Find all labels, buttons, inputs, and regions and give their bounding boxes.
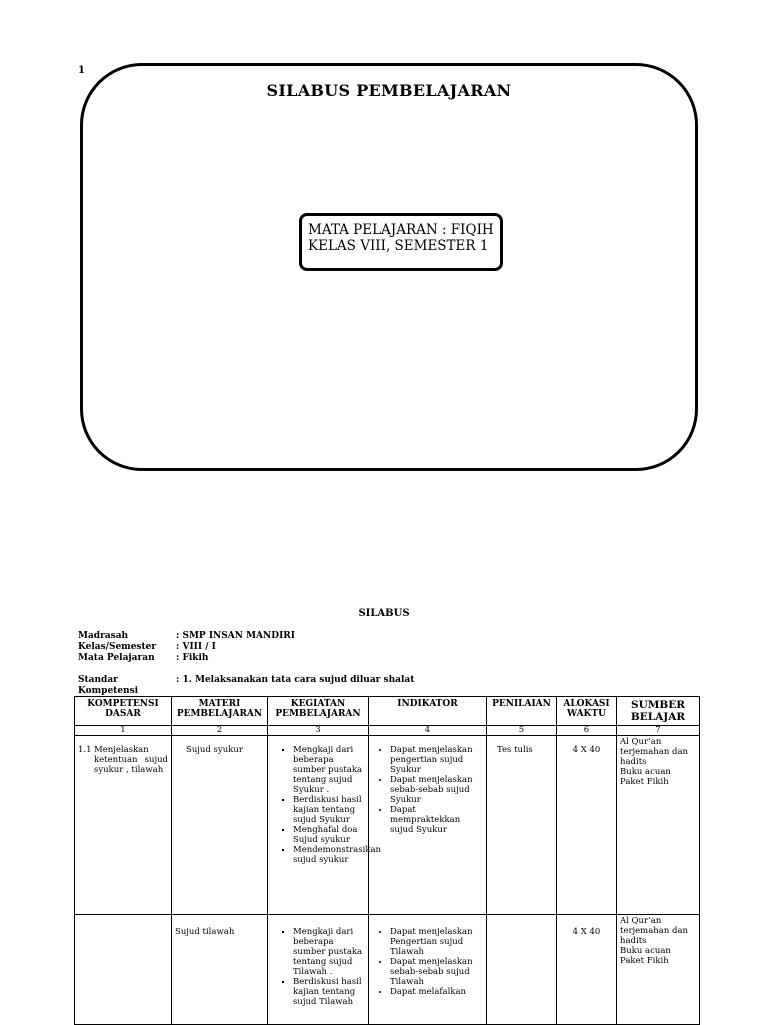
kd-text: Menjelaskan ketentuan sujud syukur , tilawah	[94, 745, 168, 775]
col-number: 1	[75, 726, 172, 736]
list-item: ▪ Menghafal doa Sujud syukur	[293, 825, 365, 845]
list-item: • Dapat menjelaskan sebab-sebab sujud Tilawah	[390, 957, 483, 987]
sumber-cell	[617, 736, 700, 915]
col-number: 3	[268, 726, 369, 736]
list-item: ▪ Mendemonstrasikan sujud syukur	[293, 845, 365, 865]
header-sumber: SUMBER BELAJAR	[617, 697, 700, 726]
list-item: ▪ Berdiskusi hasil kajian tentang sujud Tilawah	[293, 977, 365, 1007]
subject-box	[299, 213, 503, 271]
alokasi-cell: 4 X 40	[557, 736, 617, 915]
sk-value: : 1. Melaksanakan tata cara sujud diluar shalat	[176, 675, 415, 685]
header-alokasi: ALOKASI WAKTU	[557, 697, 617, 726]
column-number-row	[75, 726, 700, 736]
madrasah-value: : SMP INSAN MANDIRI	[176, 631, 295, 641]
mapel-value: : Fikih	[176, 653, 209, 663]
list-item: • Dapat melafalkan	[390, 987, 483, 997]
subject-line-2: KELAS VIII, SEMESTER 1	[308, 238, 489, 254]
kelas-label: Kelas/Semester	[78, 642, 157, 652]
mapel-label: Mata Pelajaran	[78, 653, 155, 663]
indikator-cell	[369, 736, 487, 915]
list-item: • Dapat mempraktekkan sujud Syukur	[390, 805, 483, 835]
alokasi-cell: 4 X 40	[557, 915, 617, 1025]
header-penilaian: PENILAIAN	[487, 697, 557, 726]
table-row	[75, 915, 700, 1025]
list-item: • Dapat menjelaskan Pengertian sujud Tilawah	[390, 927, 483, 957]
list-item: ▪ Mengkaji dari beberapa sumber pustaka tentang sujud Syukur .	[293, 745, 365, 795]
page-number: 1	[78, 65, 85, 76]
silabus-table	[74, 696, 700, 1025]
subject-line-1: MATA PELAJARAN : FIQIH	[308, 222, 494, 238]
header-row	[75, 697, 700, 726]
kd-cell	[75, 915, 172, 1025]
kd-cell	[75, 736, 172, 915]
indikator-cell	[369, 915, 487, 1025]
col-number: 2	[172, 726, 268, 736]
header-materi: MATERI PEMBELAJARAN	[172, 697, 268, 726]
list-item: • Dapat menjelaskan pengertian sujud Syukur	[390, 745, 483, 775]
table-row	[75, 736, 700, 915]
col-number: 5	[487, 726, 557, 736]
list-item: • Dapat menjelaskan sebab-sebab sujud Syukur	[390, 775, 483, 805]
cover-title: SILABUS PEMBELAJARAN	[266, 81, 512, 100]
col-number: 4	[369, 726, 487, 736]
materi-cell: Sujud syukur	[172, 736, 268, 915]
list-item: ▪ Mengkaji dari beberapa sumber pustaka tentang sujud Tilawah .	[293, 927, 365, 977]
materi-cell: Sujud tilawah	[172, 915, 268, 1025]
sumber-line: Buku acuan Paket Fikih	[620, 946, 671, 966]
sumber-line: Buku acuan Paket Fikih	[620, 767, 671, 787]
silabus-title: SILABUS	[358, 608, 410, 619]
kegiatan-cell	[268, 915, 369, 1025]
madrasah-label: Madrasah	[78, 631, 129, 641]
kd-number: 1.1	[78, 745, 92, 755]
header-kegiatan: KEGIATAN PEMBELAJARAN	[268, 697, 369, 726]
penilaian-cell: Tes tulis	[487, 736, 557, 915]
col-number: 7	[617, 726, 700, 736]
kegiatan-cell	[268, 736, 382, 915]
header-indikator: INDIKATOR	[369, 697, 487, 726]
sumber-line: Al Qur’an terjemahan dan hadits	[620, 737, 689, 767]
info-block	[78, 631, 414, 697]
list-item: ▪ Berdiskusi hasil kajian tentang sujud Syukur	[293, 795, 365, 825]
sk-label: Standar Kompetensi	[78, 675, 139, 696]
cover-frame	[80, 63, 698, 471]
kelas-value: : VIII / I	[176, 642, 216, 652]
header-kompetensi: KOMPETENSI DASAR	[75, 697, 172, 726]
sumber-line: Al Qur’an terjemahan dan hadits	[620, 916, 689, 946]
sumber-cell	[617, 915, 700, 1025]
col-number: 6	[557, 726, 617, 736]
penilaian-cell	[487, 915, 557, 1025]
